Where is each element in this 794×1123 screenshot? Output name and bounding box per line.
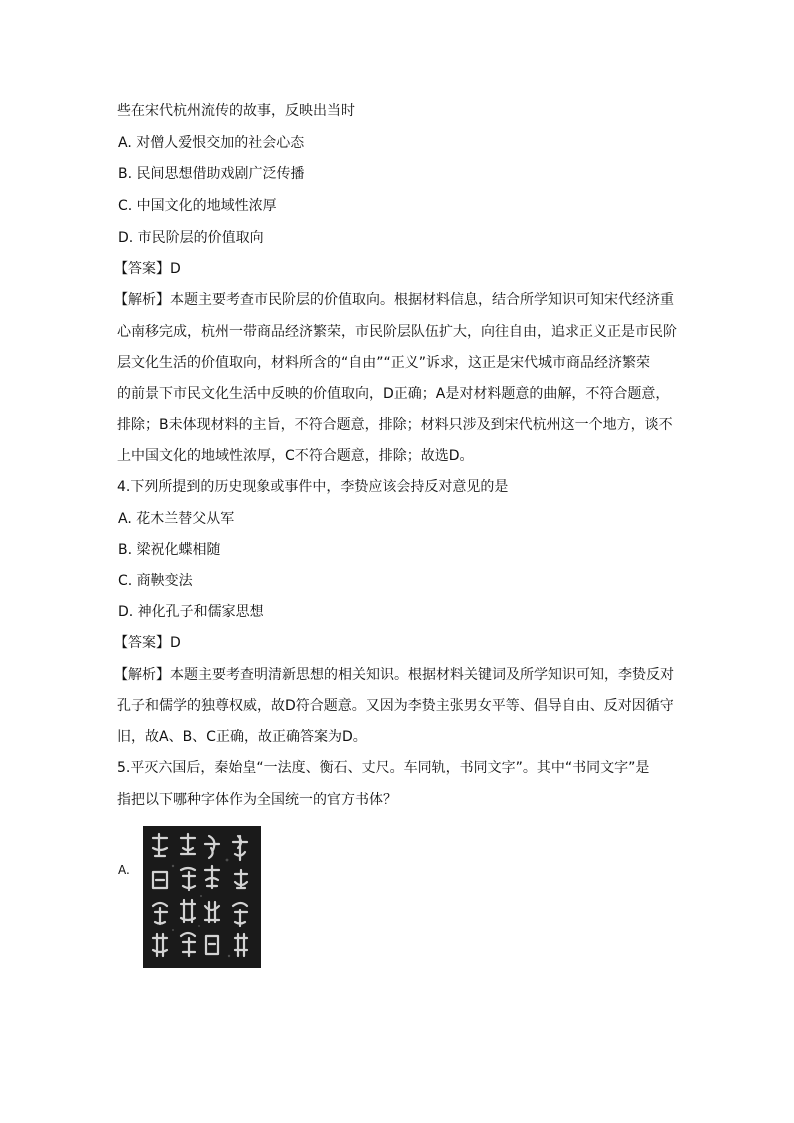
- q4-option-a: A. 花木兰替父从军: [118, 511, 235, 527]
- q3-analysis-line-4: 的前景下市民文化生活中反映的价值取向，D正确；A是对材料题意的曲解，不符合题意，: [117, 386, 670, 402]
- q4-analysis-line-3: 旧，故A、B、C正确，故正确答案为D。: [117, 729, 367, 745]
- q3-analysis-line-1: 【解析】本题主要考查市民阶层的价值取向。根据材料信息，结合所学知识可知宋代经济重: [114, 292, 674, 308]
- q4-option-c: C. 商鞅变法: [118, 573, 193, 589]
- q3-analysis-line-3: 层文化生活的价值取向，材料所含的“自由”“正义”诉求，这正是宋代城市商品经济繁荣: [117, 355, 651, 371]
- q3-option-a: A. 对僧人爱恨交加的社会心态: [118, 135, 305, 151]
- q4-answer: 【答案】D: [114, 635, 181, 651]
- q3-answer: 【答案】D: [114, 261, 181, 277]
- q4-analysis-line-1: 【解析】本题主要考查明清新思想的相关知识。根据材料关键词及所学知识可知，李贽反对: [114, 667, 674, 683]
- q4-option-d: D. 神化孔子和儒家思想: [118, 604, 264, 620]
- q5-option-a-label: A.: [118, 863, 130, 877]
- q4-option-b: B. 梁祝化蝶相随: [118, 542, 221, 558]
- q4-analysis-line-2: 孔子和儒学的独尊权威，故D符合题意。又因为李贽主张男女平等、倡导自由、反对因循守: [117, 698, 674, 714]
- q5-stem-line-1: 5.平灭六国后，秦始皇“一法度、衡石、丈尺。车同轨，书同文字”。其中“书同文字”是: [117, 760, 650, 776]
- q3-stem-tail: 些在宋代杭州流传的故事，反映出当时: [117, 103, 355, 119]
- q3-analysis-line-6: 上中国文化的地域性浓厚，C不符合题意，排除；故选D。: [117, 448, 474, 464]
- q3-option-c: C. 中国文化的地域性浓厚: [118, 198, 277, 214]
- q3-option-b: B. 民间思想借助戏剧广泛传播: [118, 166, 305, 182]
- q4-stem: 4.下列所提到的历史现象或事件中，李贽应该会持反对意见的是: [117, 479, 509, 495]
- q5-stem-line-2: 指把以下哪种字体作为全国统一的官方书体？: [117, 792, 397, 808]
- q3-analysis-line-2: 心南移完成，杭州一带商品经济繁荣，市民阶层队伍扩大，向往自由，追求正义正是市民阶: [117, 324, 677, 340]
- q3-analysis-line-5: 排除；B未体现材料的主旨，不符合题意，排除；材料只涉及到宋代杭州这一个地方，谈不: [117, 417, 673, 433]
- seal-script-rubbing-image: [143, 826, 261, 968]
- q3-option-d: D. 市民阶层的价值取向: [118, 230, 264, 246]
